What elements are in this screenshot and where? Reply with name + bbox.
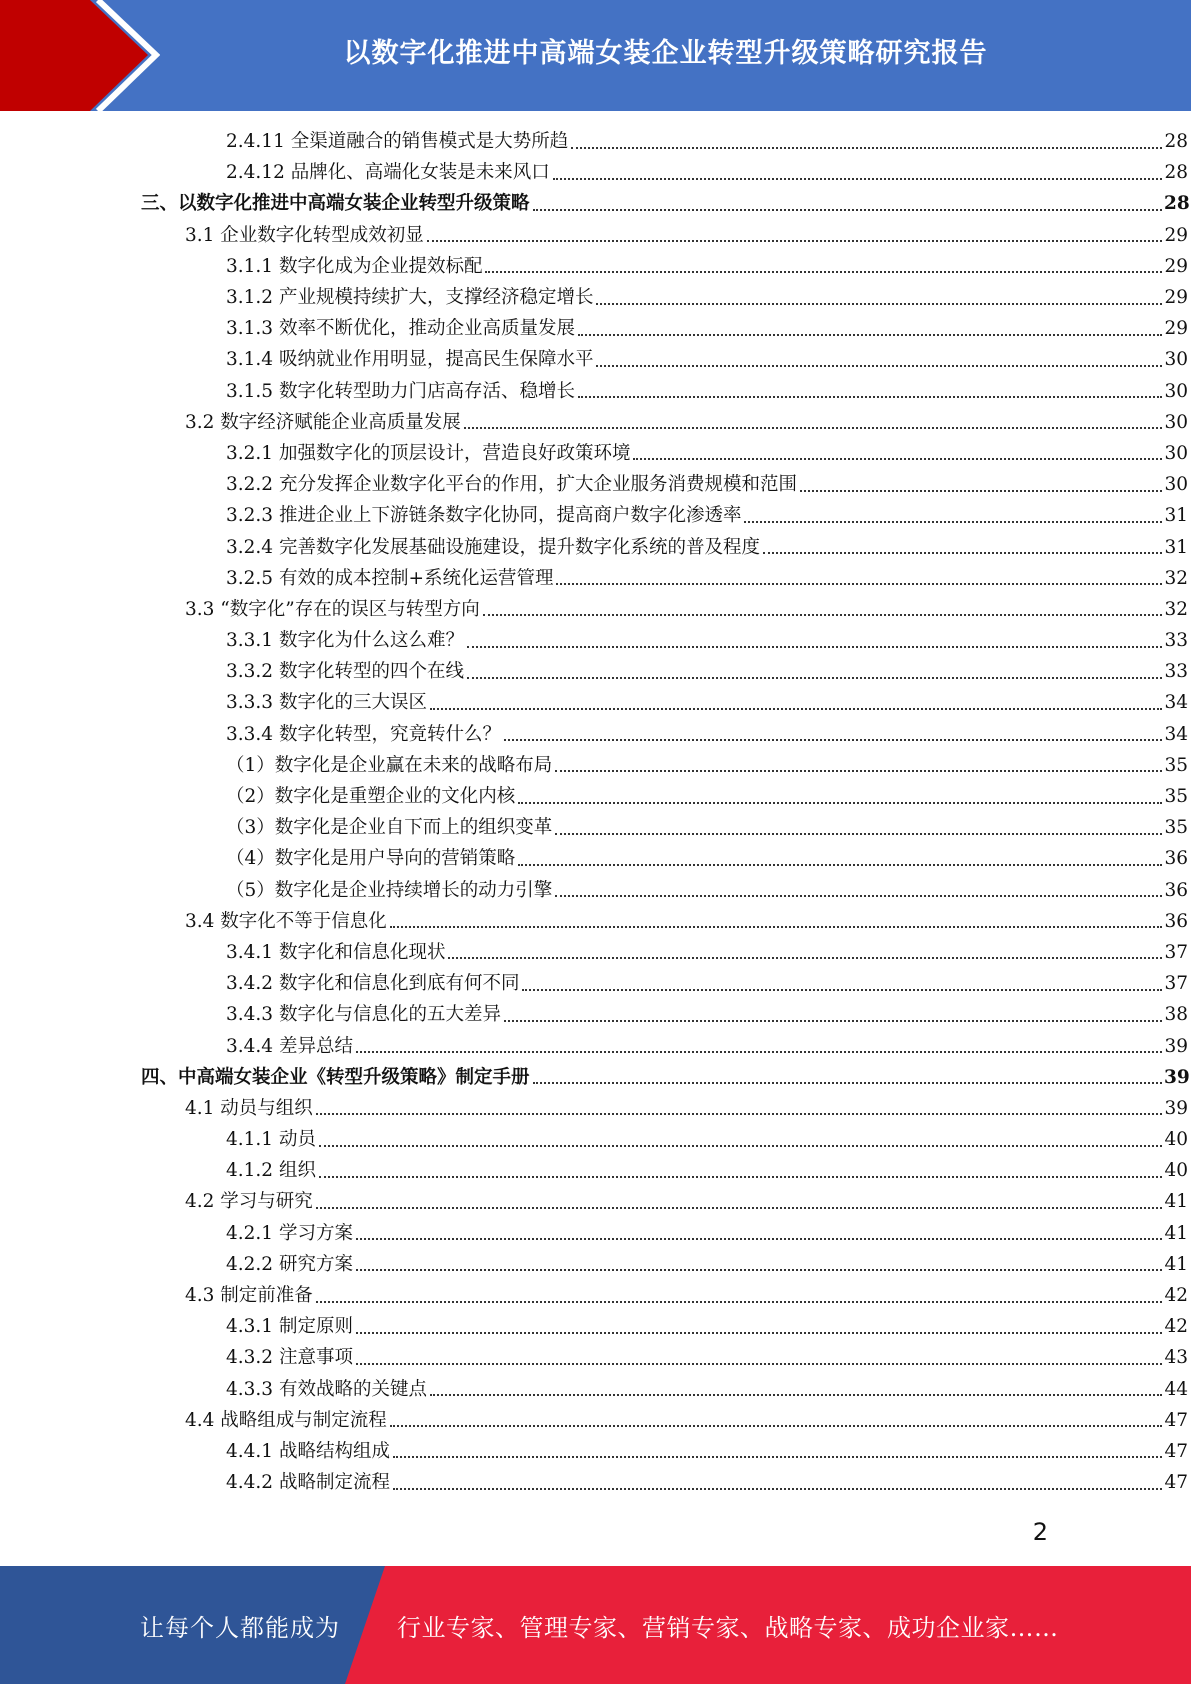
dot-leader	[316, 1199, 1162, 1209]
dot-leader	[464, 419, 1162, 429]
toc-entry-page: 43	[1164, 1347, 1188, 1369]
toc-entry-page: 29	[1164, 287, 1188, 309]
toc-entry[interactable]	[0, 906, 1188, 937]
toc-entry[interactable]	[0, 188, 1188, 219]
toc-entry-label: 3.2 数字经济赋能企业高质量发展	[185, 411, 461, 433]
toc-entry[interactable]	[0, 1218, 1188, 1249]
toc-entry[interactable]	[0, 407, 1188, 438]
dot-leader	[578, 326, 1162, 336]
toc-entry-page: 37	[1164, 973, 1188, 995]
toc-entry[interactable]	[0, 1062, 1188, 1093]
toc-entry[interactable]	[0, 282, 1188, 313]
dot-leader	[356, 1230, 1162, 1240]
toc-entry-label: 3.2.2 充分发挥企业数字化平台的作用，扩大企业服务消费规模和范围	[226, 474, 797, 496]
toc-entry-label: 4.3.1 制定原则	[226, 1316, 353, 1338]
dot-leader	[518, 856, 1162, 866]
toc-entry-label: 2.4.12 品牌化、高端化女装是未来风口	[226, 162, 550, 184]
toc-entry-page: 41	[1164, 1191, 1188, 1213]
toc-entry[interactable]	[0, 376, 1188, 407]
toc-entry-page: 47	[1164, 1472, 1188, 1494]
toc-entry-page: 35	[1164, 754, 1188, 776]
toc-entry[interactable]	[0, 719, 1188, 750]
toc-entry-page: 41	[1164, 1253, 1188, 1275]
toc-entry[interactable]	[0, 563, 1188, 594]
dot-leader	[555, 762, 1162, 772]
toc-entry[interactable]	[0, 781, 1188, 812]
toc-entry-page: 33	[1164, 661, 1188, 683]
toc-entry[interactable]	[0, 843, 1188, 874]
toc-entry[interactable]	[0, 1155, 1188, 1186]
toc-entry-page: 47	[1164, 1440, 1188, 1462]
toc-entry-page: 35	[1164, 817, 1188, 839]
toc-entry-label: 3.1.1 数字化成为企业提效标配	[226, 255, 483, 277]
toc-entry-label: （5）数字化是企业持续增长的动力引擎	[226, 879, 553, 901]
toc-entry-label: 3.4.1 数字化和信息化现状	[226, 941, 446, 963]
toc-entry-label: 4.1 动员与组织	[185, 1097, 313, 1119]
toc-entry[interactable]	[0, 625, 1188, 656]
toc-entry[interactable]	[0, 1093, 1188, 1124]
toc-entry-page: 44	[1164, 1378, 1188, 1400]
toc-entry-label: 4.2 学习与研究	[185, 1191, 313, 1213]
toc-entry-label: （4）数字化是用户导向的营销策略	[226, 848, 516, 870]
toc-entry[interactable]	[0, 313, 1188, 344]
dot-leader	[430, 1386, 1162, 1396]
toc-entry-label: 3.4.2 数字化和信息化到底有何不同	[226, 973, 520, 995]
toc-entry[interactable]	[0, 1436, 1188, 1467]
toc-entry-label: 3.2.5 有效的成本控制+系统化运营管理	[226, 567, 554, 589]
toc-entry-label: （2）数字化是重塑企业的文化内核	[226, 786, 516, 808]
toc-entry[interactable]	[0, 469, 1188, 500]
toc-entry-label: 3.2.3 推进企业上下游链条数字化协同，提高商户数字化渗透率	[226, 505, 742, 527]
toc-entry[interactable]	[0, 1124, 1188, 1155]
toc-entry[interactable]	[0, 157, 1188, 188]
toc-entry-page: 42	[1164, 1316, 1188, 1338]
dot-leader	[467, 669, 1162, 679]
dot-leader	[319, 1168, 1162, 1178]
toc-entry[interactable]	[0, 1311, 1188, 1342]
dot-leader	[553, 170, 1162, 180]
toc-entry-page: 40	[1164, 1160, 1188, 1182]
toc-entry-label: 3.4 数字化不等于信息化	[185, 910, 387, 932]
toc-entry-page: 42	[1164, 1285, 1188, 1307]
dot-leader	[744, 513, 1162, 523]
toc-entry-label: 4.3.3 有效战略的关键点	[226, 1378, 427, 1400]
toc-entry-label: 三、以数字化推进中高端女装企业转型升级策略	[141, 193, 530, 215]
toc-entry-label: 4.4.2 战略制定流程	[226, 1472, 390, 1494]
toc-entry[interactable]	[0, 531, 1188, 562]
toc-entry-label: 3.3 “数字化”存在的误区与转型方向	[185, 598, 480, 620]
toc-entry[interactable]	[0, 1342, 1188, 1373]
dot-leader	[763, 544, 1162, 554]
toc-entry[interactable]	[0, 937, 1188, 968]
dot-leader	[356, 1043, 1162, 1053]
toc-entry-page: 31	[1164, 505, 1188, 527]
dot-leader	[571, 139, 1162, 149]
toc-entry-page: 28	[1164, 193, 1190, 215]
dot-leader	[504, 1012, 1162, 1022]
dot-leader	[393, 1448, 1162, 1458]
toc-entry[interactable]	[0, 220, 1188, 251]
toc-entry-label: 3.1.2 产业规模持续扩大，支撑经济稳定增长	[226, 287, 594, 309]
dot-leader	[356, 1261, 1162, 1271]
page-number: 2	[1032, 1518, 1048, 1546]
toc-entry-label: 4.2.2 研究方案	[226, 1253, 353, 1275]
dot-leader	[356, 1324, 1162, 1334]
toc-entry-page: 34	[1164, 723, 1188, 745]
toc-entry-label: （1）数字化是企业赢在未来的战略布局	[226, 754, 553, 776]
toc-entry-page: 39	[1164, 1035, 1188, 1057]
toc-entry-label: 3.1 企业数字化转型成效初显	[185, 224, 424, 246]
toc-entry-label: 4.3.2 注意事项	[226, 1347, 353, 1369]
dot-leader	[555, 887, 1162, 897]
toc-entry-page: 35	[1164, 786, 1188, 808]
toc-entry-page: 36	[1164, 848, 1188, 870]
toc-entry-page: 34	[1164, 692, 1188, 714]
dot-leader	[316, 1293, 1162, 1303]
document-title: 以数字化推进中高端女装企业转型升级策略研究报告	[343, 37, 988, 69]
dot-leader	[800, 482, 1162, 492]
toc-entry-label: 4.4 战略组成与制定流程	[185, 1409, 387, 1431]
toc-entry-page: 36	[1164, 879, 1188, 901]
dot-leader	[390, 918, 1162, 928]
dot-leader	[467, 638, 1162, 648]
toc-entry-page: 30	[1164, 411, 1188, 433]
toc-entry-page: 30	[1164, 442, 1188, 464]
toc-entry[interactable]	[0, 1186, 1188, 1217]
toc-entry[interactable]	[0, 656, 1188, 687]
toc-entry-page: 32	[1164, 567, 1188, 589]
toc-entry-label: 3.3.1 数字化为什么这么难？	[226, 630, 464, 652]
toc-entry-label: （3）数字化是企业自下而上的组织变革	[226, 817, 553, 839]
toc-entry-label: 4.1.2 组织	[226, 1160, 316, 1182]
dot-leader	[430, 700, 1162, 710]
dot-leader	[578, 388, 1162, 398]
dot-leader	[319, 1137, 1162, 1147]
toc-entry-label: 3.1.4 吸纳就业作用明显，提高民生保障水平	[226, 349, 594, 371]
toc-entry-page: 39	[1164, 1066, 1190, 1088]
footer-slogan-right: 行业专家、管理专家、营销专家、战略专家、成功企业家……	[397, 1613, 1059, 1642]
toc-entry[interactable]	[0, 344, 1188, 375]
toc-entry-page: 28	[1164, 131, 1188, 153]
toc-entry-page: 39	[1164, 1097, 1188, 1119]
toc-entry-page: 33	[1164, 630, 1188, 652]
toc-entry-label: 3.3.3 数字化的三大误区	[226, 692, 427, 714]
toc-entry-label: 3.1.3 效率不断优化，推动企业高质量发展	[226, 318, 575, 340]
toc-entry-label: 4.2.1 学习方案	[226, 1222, 353, 1244]
toc-entry-label: 4.3 制定前准备	[185, 1285, 313, 1307]
toc-entry-page: 29	[1164, 224, 1188, 246]
toc-entry[interactable]	[0, 687, 1188, 718]
toc-entry[interactable]	[0, 968, 1188, 999]
page-footer	[0, 1566, 1191, 1684]
toc-entry[interactable]	[0, 750, 1188, 781]
dot-leader	[596, 357, 1162, 367]
toc-entry-label: 3.3.2 数字化转型的四个在线	[226, 661, 464, 683]
dot-leader	[427, 232, 1162, 242]
dot-leader	[390, 1417, 1162, 1427]
toc-entry-page: 41	[1164, 1222, 1188, 1244]
dot-leader	[504, 731, 1162, 741]
toc-entry[interactable]	[0, 594, 1188, 625]
toc-entry-label: 3.3.4 数字化转型，究竟转什么？	[226, 723, 501, 745]
dot-leader	[533, 1074, 1162, 1084]
toc-entry-label: 3.2.4 完善数字化发展基础设施建设，提升数字化系统的普及程度	[226, 536, 760, 558]
toc-entry[interactable]	[0, 1249, 1188, 1280]
footer-slogan-left: 让每个人都能成为	[140, 1613, 340, 1642]
toc-entry[interactable]	[0, 1280, 1188, 1311]
toc-entry-page: 31	[1164, 536, 1188, 558]
dot-leader	[533, 201, 1162, 211]
toc-entry[interactable]	[0, 251, 1188, 282]
toc-entry[interactable]	[0, 999, 1188, 1030]
toc-entry[interactable]	[0, 1030, 1188, 1061]
toc-entry-page: 47	[1164, 1409, 1188, 1431]
toc-entry-label: 4.1.1 动员	[226, 1129, 316, 1151]
toc-entry-label: 3.1.5 数字化转型助力门店高存活、稳增长	[226, 380, 575, 402]
toc-entry[interactable]	[0, 1374, 1188, 1405]
toc-entry[interactable]	[0, 500, 1188, 531]
toc-entry[interactable]	[0, 875, 1188, 906]
toc-entry-page: 37	[1164, 941, 1188, 963]
dot-leader	[393, 1480, 1162, 1490]
toc-entry-page: 38	[1164, 1004, 1188, 1026]
dot-leader	[483, 606, 1162, 616]
dot-leader	[316, 1105, 1162, 1115]
toc-entry-label: 3.4.3 数字化与信息化的五大差异	[226, 1004, 501, 1026]
dot-leader	[448, 949, 1162, 959]
toc-entry-page: 40	[1164, 1129, 1188, 1151]
toc-entry-page: 28	[1164, 162, 1188, 184]
toc-entry-label: 4.4.1 战略结构组成	[226, 1440, 390, 1462]
dot-leader	[555, 825, 1162, 835]
dot-leader	[522, 981, 1162, 991]
toc-entry[interactable]	[0, 1405, 1188, 1436]
toc-entry-page: 30	[1164, 474, 1188, 496]
toc-entry-page: 29	[1164, 255, 1188, 277]
toc-entry-page: 36	[1164, 910, 1188, 932]
table-of-contents	[0, 126, 1191, 1498]
toc-entry[interactable]	[0, 438, 1188, 469]
toc-entry-page: 30	[1164, 349, 1188, 371]
dot-leader	[356, 1355, 1162, 1365]
toc-entry-page: 32	[1164, 598, 1188, 620]
toc-entry-page: 30	[1164, 380, 1188, 402]
toc-entry-label: 3.2.1 加强数字化的顶层设计，营造良好政策环境	[226, 442, 631, 464]
page-header	[0, 0, 1191, 111]
dot-leader	[518, 794, 1162, 804]
dot-leader	[633, 450, 1162, 460]
toc-entry-label: 四、中高端女装企业《转型升级策略》制定手册	[141, 1066, 530, 1088]
toc-entry[interactable]	[0, 1467, 1188, 1498]
dot-leader	[485, 263, 1162, 273]
toc-entry-label: 3.4.4 差异总结	[226, 1035, 353, 1057]
toc-entry[interactable]	[0, 812, 1188, 843]
toc-entry-page: 29	[1164, 318, 1188, 340]
dot-leader	[556, 575, 1162, 585]
toc-entry-label: 2.4.11 全渠道融合的销售模式是大势所趋	[226, 131, 569, 153]
toc-entry[interactable]	[0, 126, 1188, 157]
dot-leader	[596, 295, 1162, 305]
header-arrow-decoration	[0, 0, 160, 111]
